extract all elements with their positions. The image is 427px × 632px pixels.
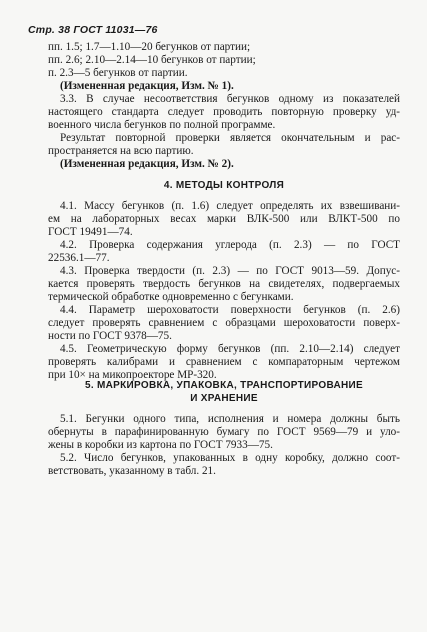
amendment-note: (Измененная редакция, Изм. № 2).: [60, 158, 234, 170]
amendment-note: (Измененная редакция, Изм. № 1).: [60, 80, 234, 92]
text-line: пп. 2.6; 2.10—2.14—10 бегунков от партии;: [48, 54, 256, 66]
text-line: 4.4. Параметр шероховатости поверхности бегунков (п. 2.6): [60, 304, 400, 316]
text-line: следует проверять сравнением с образцами шероховатости поверх-: [48, 317, 400, 329]
text-line: жены в коробки из картона по ГОСТ 7933—75.: [48, 439, 273, 451]
text-line: 5.1. Бегунки одного типа, исполнения и номера должны быть: [60, 413, 400, 425]
section-4-title: 4. МЕТОДЫ КОНТРОЛЯ: [163, 180, 285, 191]
text-line: 4.1. Массу бегунков (п. 1.6) следует определять их взвешивани-: [60, 200, 400, 212]
text-line: настоящего стандарта следует проводить повторную проверку уд-: [48, 106, 400, 118]
text-line: кается проверять твердость бегунков на свидетелях, подвергаемых: [48, 278, 400, 290]
text-line: пространяется на всю партию.: [48, 145, 194, 157]
text-line: ГОСТ 19491—74.: [48, 226, 133, 238]
text-line: при 10× на микопроекторе МР-320.: [48, 369, 217, 381]
section-5-title-line-1: 5. МАРКИРОВКА, УПАКОВКА, ТРАНСПОРТИРОВАНИЕ: [85, 380, 363, 391]
top-text-block: [48, 41, 400, 171]
text-line: 4.5. Геометрическую форму бегунков (пп. 2.10—2.14) следует: [60, 343, 400, 355]
text-line: 4.3. Проверка твердости (п. 2.3) — по ГОСТ 9013—59. Допус-: [60, 265, 400, 277]
text-line: обернуты в парафинированную бумагу по ГОСТ 9569—79 и уло-: [48, 426, 400, 438]
text-line: ности по ГОСТ 9378—75.: [48, 330, 172, 342]
text-line: 4.2. Проверка содержания углерода (п. 2.3) — по ГОСТ: [60, 239, 400, 251]
text-line: пп. 1.5; 1.7—1.10—20 бегунков от партии;: [48, 41, 251, 53]
text-line: 3.3. В случае несоответствия бегунков одному из показателей: [60, 93, 400, 105]
text-line: Результат повторной проверки является окончательным и рас-: [60, 132, 400, 144]
text-line: ветствовать, указанному в табл. 21.: [48, 465, 216, 477]
section-4-body: [48, 200, 400, 382]
page-header: Стр. 38 ГОСТ 11031—76: [28, 24, 158, 36]
text-line: военного числа бегунков по полной программе.: [48, 119, 276, 131]
text-line: п. 2.3—5 бегунков от партии.: [48, 67, 188, 79]
text-line: термической обработке одновременно с бегунками.: [48, 291, 294, 303]
text-line: проверять калибрами и сравнением с компараторным чертежом: [48, 356, 400, 368]
section-5-title-line-2: И ХРАНЕНИЕ: [190, 393, 258, 404]
section-5-body: [48, 413, 400, 478]
text-line: 22536.1—77.: [48, 252, 110, 264]
text-line: 5.2. Число бегунков, упакованных в одну коробку, должно соот-: [60, 452, 400, 464]
text-line: ем на лабораторных весах марки ВЛК-500 или ВЛКТ-500 по: [48, 213, 400, 225]
